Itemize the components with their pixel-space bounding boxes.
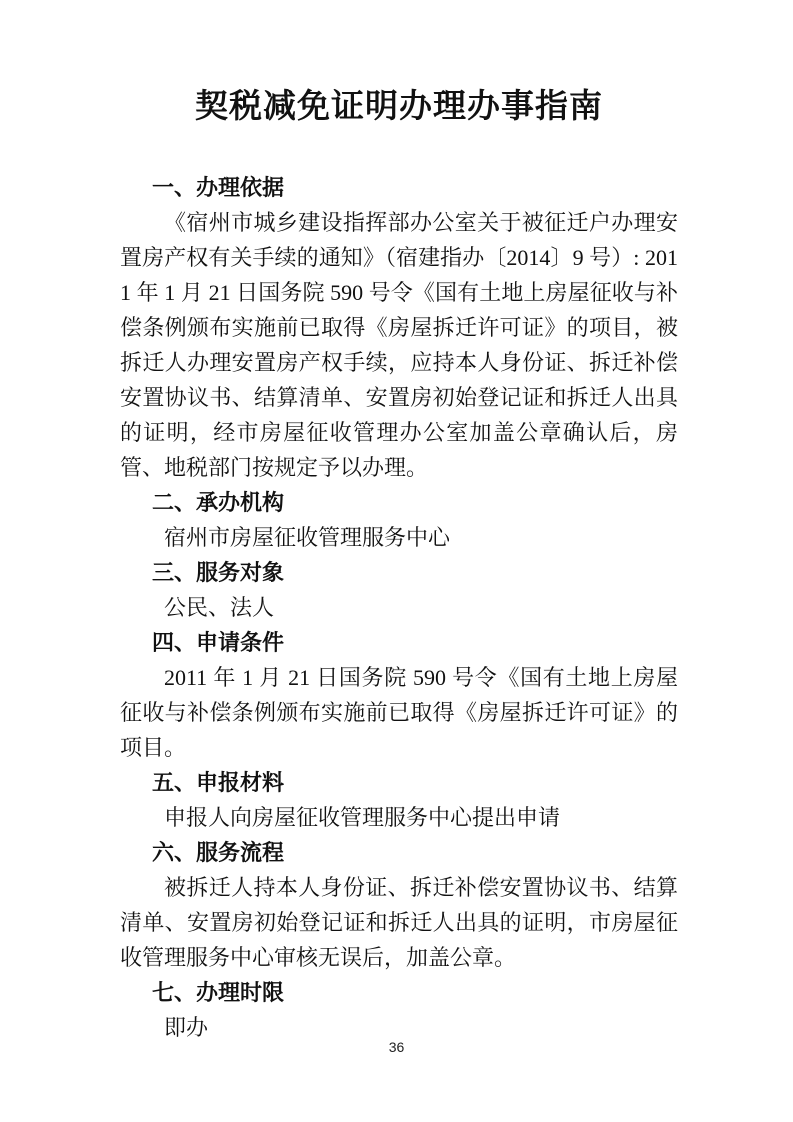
section-heading-7: 七、办理时限	[152, 980, 285, 1005]
section-heading-6: 六、服务流程	[152, 840, 285, 865]
section-paragraph-1: 《宿州市城乡建设指挥部办公室关于被征迁户办理安置房产权有关手续的通知》（宿建指办〔2014〕9 号）: 2011 年 1 月 21 日国务院 590 号令《国有土地上房屋征收与补偿条例颁布实施前已取得《房屋拆迁许可证》的项目，被拆迁人办理安置房产权手续，应持本人身份证、拆迁补偿安置协议书、结算清单、安置房初始登记证和拆迁人出具的证明，经市房屋征收管理办公室加盖公章确认后，房管、地税部门按规定予以办理。	[120, 210, 678, 480]
section-heading-1: 一、办理依据	[152, 175, 285, 200]
section-paragraph-6: 被拆迁人持本人身份证、拆迁补偿安置协议书、结算清单、安置房初始登记证和拆迁人出具的证明，市房屋征收管理服务中心审核无误后，加盖公章。	[120, 875, 678, 970]
document-content	[120, 0, 678, 1045]
page-title: 契税减免证明办理办事指南	[195, 89, 603, 125]
section-heading-5: 五、申报材料	[152, 770, 285, 795]
section-paragraph-3: 公民、法人	[164, 595, 275, 620]
section-heading-3: 三、服务对象	[152, 560, 285, 585]
section-heading-4: 四、申请条件	[152, 630, 285, 655]
section-paragraph-7: 即办	[164, 1015, 209, 1040]
section-paragraph-5: 申报人向房屋征收管理服务中心提出申请	[164, 805, 561, 830]
section-paragraph-2: 宿州市房屋征收管理服务中心	[164, 525, 451, 550]
page-number: 36	[388, 1039, 405, 1055]
section-paragraph-4: 2011 年 1 月 21 日国务院 590 号令《国有土地上房屋征收与补偿条例颁布实施前已取得《房屋拆迁许可证》的项目。	[120, 665, 678, 760]
section-heading-2: 二、承办机构	[152, 490, 285, 515]
